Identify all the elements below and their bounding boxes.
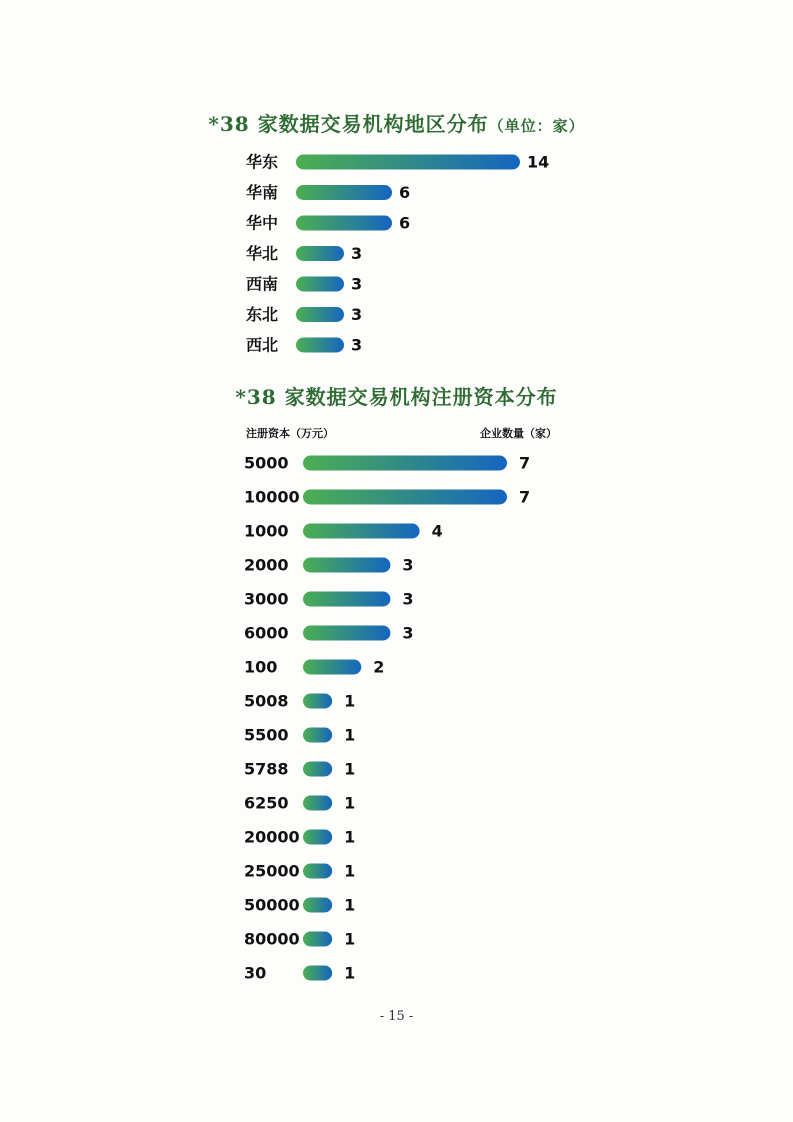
value-label: 14 [527, 152, 550, 172]
category-label: 100 [244, 657, 278, 677]
category-label: 2000 [244, 555, 289, 575]
bar-20000 [303, 830, 332, 845]
bar-5500 [303, 728, 332, 743]
value-label: 3 [351, 274, 363, 294]
category-label: 东北 [246, 305, 279, 324]
bar-5000 [303, 456, 507, 471]
bar-100 [303, 660, 361, 675]
category-label: 1000 [244, 521, 289, 541]
bar-6000 [303, 626, 390, 641]
value-label: 1 [344, 827, 356, 847]
value-label: 7 [519, 487, 531, 507]
value-label: 4 [431, 521, 443, 541]
category-label: 6000 [244, 623, 289, 643]
capital-bar-chart [0, 446, 793, 991]
value-label: 3 [351, 244, 363, 263]
bar-西南 [296, 277, 344, 292]
category-label: 5000 [244, 453, 289, 473]
chart-title-region-unit: （单位：家） [488, 117, 585, 135]
value-label: 1 [344, 929, 356, 949]
chart-title-region-text: *38 家数据交易机构地区分布 [208, 112, 489, 136]
category-label: 20000 [244, 827, 300, 847]
category-label: 华北 [246, 244, 279, 263]
category-label: 华中 [246, 213, 279, 233]
value-label: 1 [344, 895, 356, 915]
chart-title-capital [0, 381, 793, 410]
value-label: 1 [344, 861, 356, 881]
value-label: 3 [402, 589, 414, 609]
value-label: 3 [351, 335, 363, 355]
category-label: 50000 [244, 895, 300, 915]
category-label: 5008 [244, 691, 289, 711]
category-label: 10000 [244, 487, 300, 507]
category-label: 西北 [246, 335, 279, 355]
bar-30 [303, 966, 332, 981]
value-label: 3 [402, 623, 414, 643]
category-label: 5788 [244, 759, 289, 779]
value-label: 3 [402, 555, 414, 575]
bar-3000 [303, 592, 390, 607]
bar-50000 [303, 898, 332, 913]
category-label: 5500 [244, 725, 289, 745]
bar-华东 [296, 155, 520, 170]
value-label: 6 [399, 213, 411, 233]
category-label: 华东 [246, 152, 279, 172]
category-label: 华南 [246, 183, 279, 202]
value-label: 1 [344, 691, 356, 711]
category-label: 6250 [244, 793, 289, 813]
bar-东北 [296, 307, 344, 322]
value-label: 1 [344, 963, 356, 983]
value-label: 1 [344, 725, 356, 745]
value-label: 7 [519, 453, 531, 473]
bar-10000 [303, 490, 507, 505]
bar-1000 [303, 524, 420, 539]
value-label: 1 [344, 759, 356, 779]
category-label: 25000 [244, 861, 300, 881]
bar-华南 [296, 185, 392, 200]
value-label: 1 [344, 793, 356, 813]
bar-华北 [296, 246, 344, 261]
capital-category-header: 注册资本（万元） [246, 427, 334, 440]
category-label: 30 [244, 963, 267, 983]
category-label: 80000 [244, 929, 300, 949]
category-label: 3000 [244, 589, 289, 609]
capital-value-header: 企业数量（家） [480, 427, 557, 440]
bar-5788 [303, 762, 332, 777]
bar-华中 [296, 216, 392, 231]
region-bar-chart [0, 145, 793, 365]
bar-5008 [303, 694, 332, 709]
chart-title-capital-text: *38 家数据交易机构注册资本分布 [235, 385, 558, 409]
value-label: 3 [351, 305, 363, 324]
bar-80000 [303, 932, 332, 947]
category-label: 西南 [246, 274, 279, 294]
bar-西北 [296, 338, 344, 353]
bar-25000 [303, 864, 332, 879]
chart-title-region [0, 108, 793, 137]
value-label: 2 [373, 657, 385, 677]
value-label: 6 [399, 183, 411, 202]
bar-2000 [303, 558, 390, 573]
bar-6250 [303, 796, 332, 811]
page-number: - 15 - [379, 1009, 414, 1024]
